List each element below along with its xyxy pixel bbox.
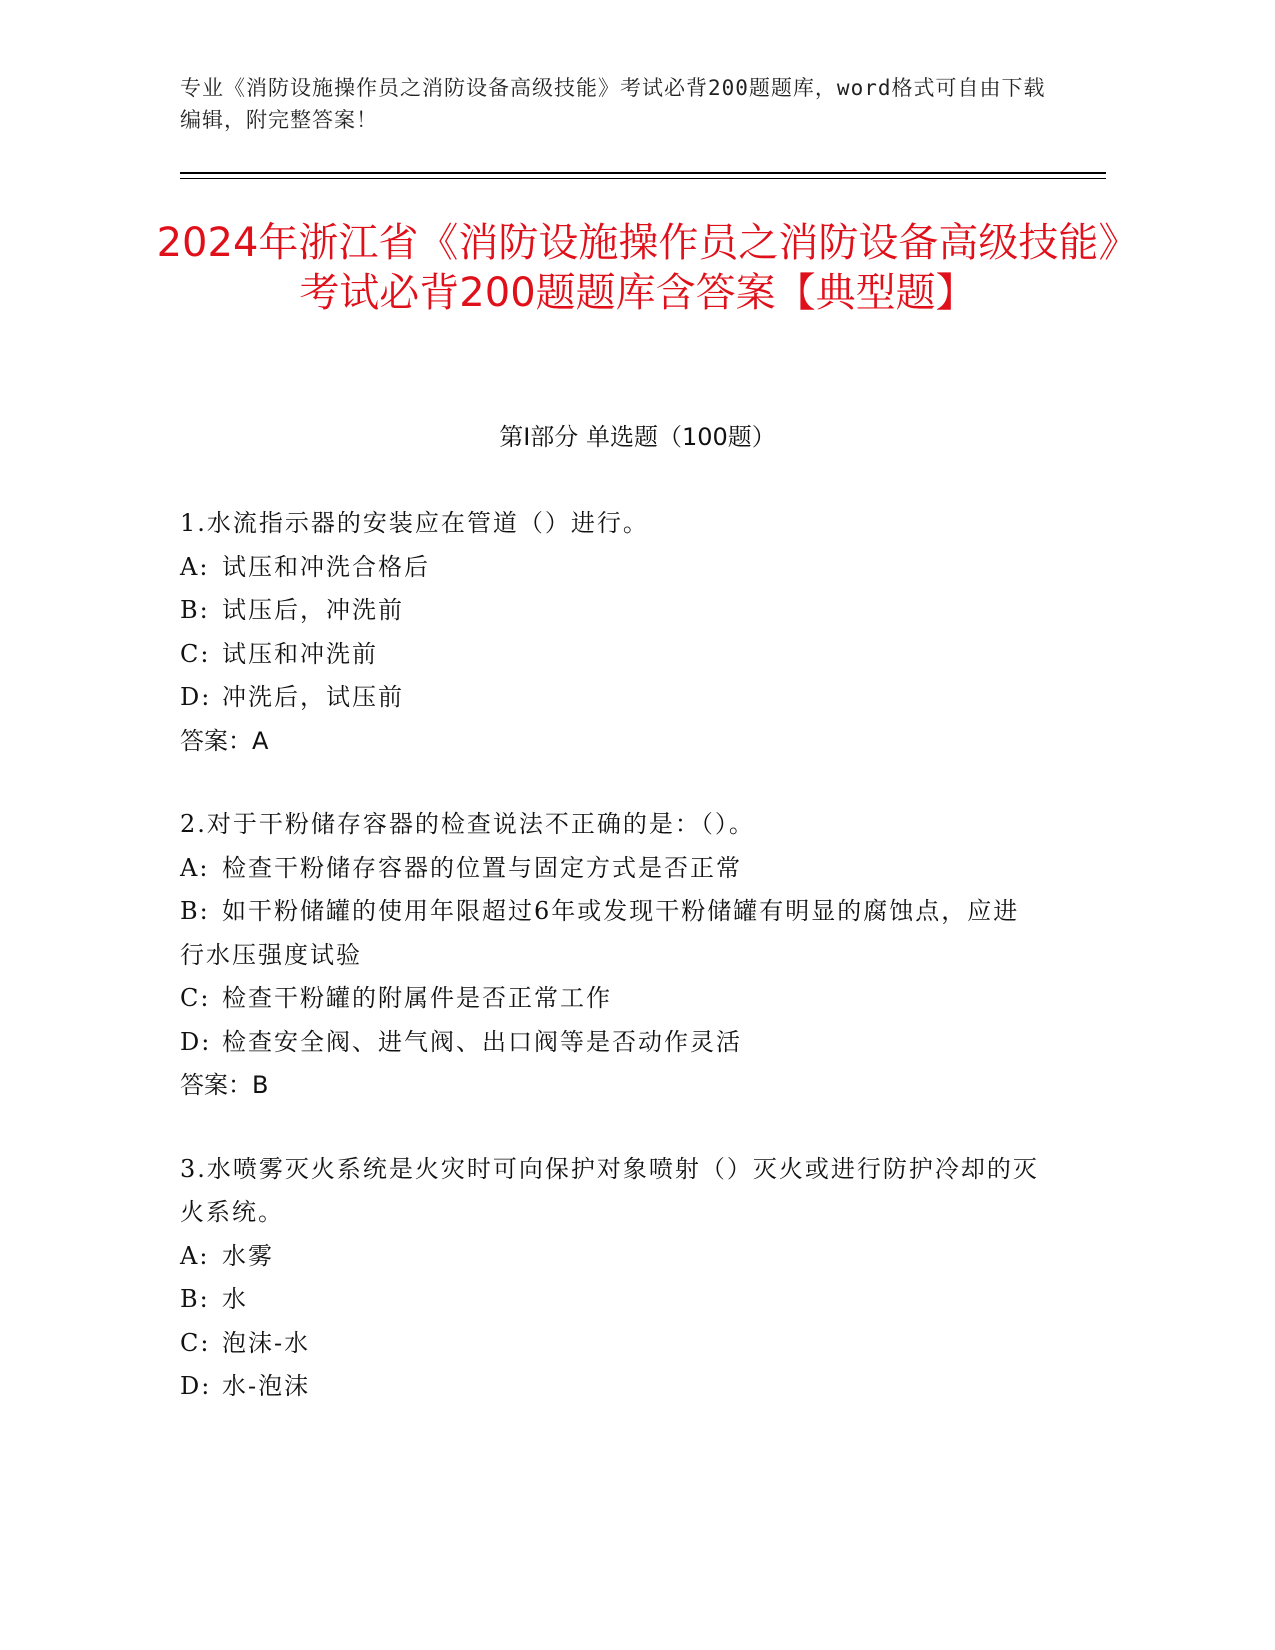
header-rule-thin (180, 178, 1106, 179)
option-key: C: (180, 639, 211, 668)
option-key: B: (180, 897, 210, 925)
option-a (180, 546, 1040, 590)
option-key: C: (180, 1328, 211, 1357)
question-stem: 1.水流指示器的安装应在管道（）进行。 (180, 509, 649, 537)
option-key: B: (180, 596, 210, 624)
option-text: 试压和冲洗前 (222, 639, 378, 668)
question-stem: 2.对于干粉储存容器的检查说法不正确的是：（）。 (180, 810, 755, 838)
question-list (180, 502, 1040, 1449)
option-b (180, 589, 1040, 633)
option-key: C: (180, 984, 211, 1012)
document-title: 2024年浙江省《消防设施操作员之消防设备高级技能》考试必背200题题库含答案【典型题】 (156, 220, 1119, 316)
option-key: A: (180, 853, 210, 882)
option-c (180, 977, 1040, 1021)
option-text: 泡沫-水 (222, 1328, 311, 1357)
option-b (180, 890, 1040, 977)
option-d (180, 1021, 1040, 1065)
option-text: 试压和冲洗合格后 (222, 552, 430, 581)
option-text: 水 (222, 1285, 248, 1313)
option-a (180, 847, 1040, 891)
option-text: 试压后，冲洗前 (222, 596, 404, 624)
header-rule-thick (180, 172, 1106, 174)
option-text: 冲洗后，试压前 (222, 683, 404, 711)
option-d (180, 1365, 1040, 1409)
option-c (180, 1322, 1040, 1366)
option-c (180, 633, 1040, 677)
answer-label: 答案：A (180, 726, 269, 755)
option-key: D: (180, 683, 212, 711)
option-a (180, 1235, 1040, 1279)
option-text: 水-泡沫 (222, 1372, 311, 1400)
header-note: 专业《消防设施操作员之消防设备高级技能》考试必背200题题库，word格式可自由下载编辑，附完整答案！ (180, 76, 1046, 132)
option-text: 检查干粉罐的附属件是否正常工作 (222, 984, 612, 1012)
section-title: 第I部分 单选题（100题） (499, 423, 776, 451)
option-text: 如干粉储罐的使用年限超过6年或发现干粉储罐有明显的腐蚀点，应进行水压强度试验 (180, 897, 1020, 969)
question-2 (180, 803, 1040, 1108)
option-key: A: (180, 552, 210, 581)
option-key: D: (180, 1372, 212, 1400)
option-key: B: (180, 1285, 210, 1313)
option-text: 检查安全阀、进气阀、出口阀等是否动作灵活 (222, 1027, 742, 1056)
question-3 (180, 1148, 1040, 1409)
option-text: 水雾 (222, 1241, 274, 1270)
question-1 (180, 502, 1040, 763)
option-text: 检查干粉储存容器的位置与固定方式是否正常 (222, 853, 742, 882)
option-b (180, 1278, 1040, 1322)
question-stem: 3.水喷雾灭火系统是火灾时可向保护对象喷射（）灭火或进行防护冷却的灭火系统。 (180, 1154, 1039, 1226)
option-key: A: (180, 1241, 210, 1270)
option-key: D: (180, 1027, 212, 1056)
option-d (180, 676, 1040, 720)
answer-label: 答案：B (180, 1071, 269, 1099)
